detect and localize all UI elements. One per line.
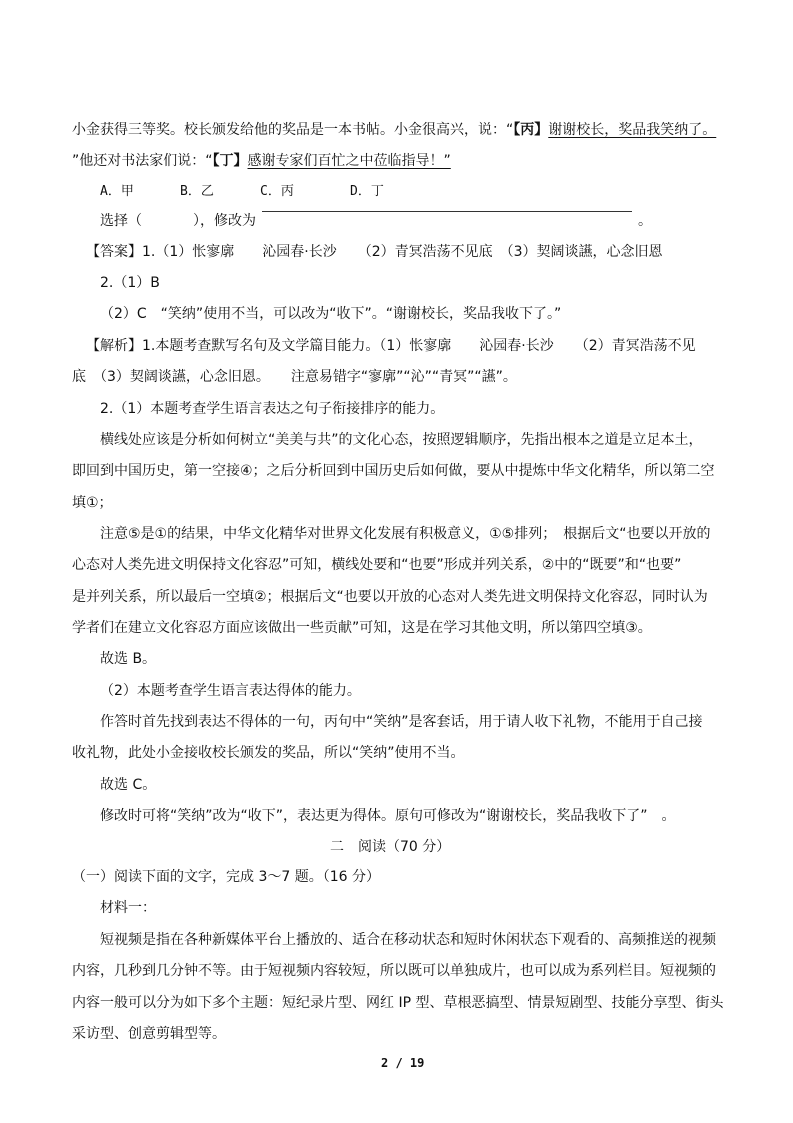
- analysis-line-8: 心态对人类先进文明保持文化容忍”可知，横线处要和“也要”形成并列关系，②中的“既要”和“也要”: [72, 557, 682, 573]
- analysis-line-9: 是并列关系，所以最后一空填②；根据后文“也要以开放的心态对人类先进文明保持文化容忍，同时认为: [72, 589, 708, 605]
- context-text: 小金获得三等奖。校长颁发给他的奖品是一本书帖。小金很高兴，说：“: [72, 122, 514, 138]
- analysis-line-11: 故选 B。: [100, 651, 157, 667]
- analysis-line-16: 修改时可将“笑纳”改为“收下”，表达更为得体。原句可修改为“谢谢校长，奖品我收下了” 。: [100, 808, 676, 824]
- material-paragraph-line-1: 短视频是指在各种新媒体平台上播放的、适合在移动状态和短时休闲状态下观看的、高频推送的视频: [100, 932, 716, 948]
- answer-line-3: （2）C “笑纳”使用不当，可以改为“收下”。“谢谢校长，奖品我收下了。”: [100, 306, 562, 322]
- choose-prefix: 选择（: [100, 213, 142, 229]
- analysis-line-14: 收礼物，此处小金接收校长颁发的奖品，所以“笑纳”使用不当。: [72, 745, 465, 761]
- analysis-line-13: 作答时首先找到表达不得体的一句，丙句中“笑纳”是客套话，用于请人收下礼物，不能用于自己接: [100, 714, 703, 730]
- analysis-line-12: （2）本题考查学生语言表达得体的能力。: [100, 683, 361, 699]
- option-d: D．丁: [350, 184, 384, 199]
- context-text: ”他还对书法家们说：“: [72, 153, 213, 169]
- answer-line-2: 2.（1）B: [100, 275, 160, 291]
- analysis-line-2: 底 （3）契阔谈讌，心念旧恩。 注意易错字“寥廓”“沁”“青冥”“讌”。: [72, 369, 517, 385]
- analysis-line-6: 填①；: [72, 495, 113, 511]
- question-context-line-1: [72, 121, 716, 139]
- option-b: B．乙: [180, 184, 214, 199]
- choose-mid: ），修改为: [193, 213, 256, 229]
- page-number: 2 / 19: [381, 1056, 425, 1070]
- option-a: A．甲: [100, 184, 134, 199]
- analysis-line-1: 【解析】1.本题考查默写名句及文学篇目能力。（1）怅寥廓 沁园春·长沙 （2）青冥浩荡不见: [86, 338, 696, 354]
- ding-tag: 【丁】: [212, 153, 248, 169]
- option-c: C．丙: [260, 184, 294, 199]
- bing-tag: 【丙】: [513, 122, 549, 138]
- section-subheading: （一）阅读下面的文字，完成 3～7 题。（16 分）: [72, 869, 380, 885]
- material-paragraph-line-4: 采访型、创意剪辑型等。: [72, 1026, 226, 1042]
- answer-line-1: 【答案】1.（1）怅寥廓 沁园春·长沙 （2）青冥浩荡不见底 （3）契阔谈讌，心念旧恩: [86, 244, 663, 260]
- material-label: 材料一：: [100, 900, 156, 916]
- analysis-line-10: 学者们在建立文化容忍方面应该做出一些贡献”可知，这是在学习其他文明，所以第四空填③。: [72, 620, 652, 636]
- material-paragraph-line-2: 内容，几秒到几分钟不等。由于短视频内容较短，所以既可以单独成片，也可以成为系列栏目。短视频的: [72, 963, 716, 979]
- analysis-line-3: 2.（1）本题考查学生语言表达之句子衔接排序的能力。: [100, 401, 445, 417]
- analysis-line-4: 横线处应该是分析如何树立“美美与共”的文化心态，按照逻辑顺序，先指出根本之道是立足本土，: [100, 432, 703, 448]
- question-context-line-2: [72, 152, 451, 170]
- material-paragraph-line-3: 内容一般可以分为如下多个主题：短纪录片型、网红 IP 型、草根恶搞型、情景短剧型、技能分享型、街头: [72, 995, 724, 1011]
- analysis-line-5: 即回到中国历史，第一空接④；之后分析回到中国历史后如何做，要从中提炼中华文化精华，所以第二空: [72, 463, 715, 479]
- choose-end: 。: [638, 213, 652, 229]
- bing-sentence: 谢谢校长，奖品我笑纳了。: [548, 122, 717, 138]
- analysis-line-15: 故选 C。: [100, 777, 157, 793]
- ding-sentence: 感谢专家们百忙之中莅临指导！”: [247, 153, 451, 169]
- section-heading: 二 阅读（70 分）: [330, 839, 451, 855]
- options-row: [100, 183, 384, 201]
- analysis-line-7: 注意⑤是①的结果，中华文化精华对世界文化发展有积极意义，①⑤排列； 根据后文“也要以开放的: [100, 526, 711, 542]
- answer-blank-line: [262, 211, 632, 212]
